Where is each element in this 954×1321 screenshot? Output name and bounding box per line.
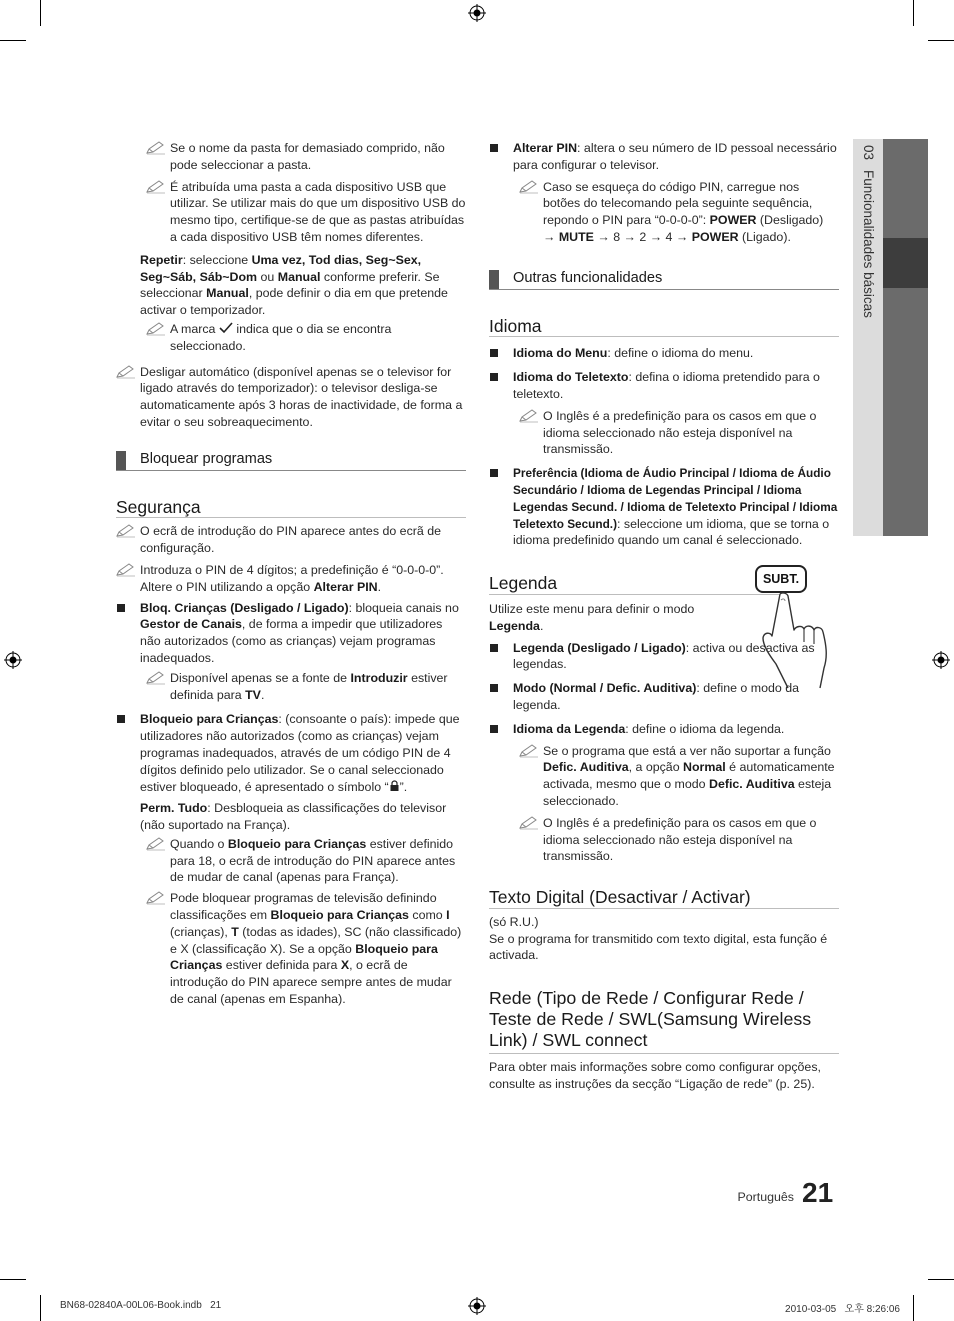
section-subheading: Bloquear programas	[116, 451, 466, 471]
note	[519, 179, 839, 246]
note	[146, 321, 466, 355]
bullet-square	[490, 144, 498, 152]
lock-icon	[389, 780, 400, 792]
note-pencil-icon	[116, 365, 136, 379]
crop-mark	[913, 1295, 914, 1321]
crop-mark	[928, 1279, 954, 1280]
note-text: O Inglês é a predefinição para os casos em que o idioma seleccionado não esteja disponível na transmissão.	[543, 815, 817, 864]
crop-mark	[40, 1295, 41, 1321]
note-text: Quando o Bloqueio para Crianças estiver definido para 18, o ecrã de introdução do PIN aparece antes de mudar de canal (apenas para França).	[170, 836, 456, 885]
subt-button-illustration	[755, 565, 807, 593]
crop-mark	[928, 40, 954, 41]
footer-language: Português	[737, 1190, 794, 1204]
note-pencil-icon	[519, 409, 539, 423]
section-subheading: Outras funcionalidades	[489, 270, 839, 290]
note-pencil-icon	[146, 671, 166, 685]
note	[146, 836, 466, 886]
left-column	[116, 140, 466, 1008]
note	[116, 562, 466, 596]
bullet-item	[489, 369, 839, 403]
bullet-text: Idioma do Menu: define o idioma do menu.	[513, 346, 754, 361]
texto-body: Se o programa for transmitido com texto digital, esta função é activada.	[489, 931, 828, 963]
crop-mark	[0, 40, 26, 41]
note	[519, 815, 839, 865]
note-pencil-icon	[146, 322, 166, 336]
note	[519, 743, 839, 810]
bullet-square	[490, 349, 498, 357]
note	[146, 670, 466, 704]
note-text: O Inglês é a predefinição para os casos em que o idioma seleccionado não esteja disponível na transmissão.	[543, 408, 817, 457]
chapter-number: 03	[861, 145, 876, 161]
texto-region-note: (só R.U.)	[489, 914, 539, 929]
checkmark-icon	[219, 322, 233, 334]
section-heading-legenda: Legenda	[489, 575, 779, 595]
bullet-text: Bloq. Crianças (Desligado / Ligado): bloqueia canais no Gestor de Canais, de forma a impedir que utilizadores não autorizados (como as crianças) vejam programas inadequados.	[140, 600, 459, 665]
perm-paragraph: Perm. Tudo: Desbloqueia as classificações do televisor (não suportado na França).	[140, 801, 447, 833]
note	[146, 140, 466, 174]
section-heading-idioma: Idioma	[489, 318, 839, 338]
bullet-item	[116, 711, 466, 795]
chapter-title: Funcionalidades básicas	[861, 170, 876, 318]
note-text: Caso se esqueça do código PIN, carregue nos botões do telecomando pela seguinte sequência, repondo o PIN para “0-0-0-0”: POWER (Desligado) → MUTE → 8 → 2 → 4 → POWER (Ligado).	[543, 179, 824, 244]
note-text: Disponível apenas se a fonte de Introduzir estiver definida para TV.	[170, 670, 448, 702]
bullet-text: Legenda (Desligado / Ligado): activa ou desactiva as legendas.	[513, 640, 815, 672]
note-text: Pode bloquear programas de televisão definindo classificações em Bloqueio para Crianças como I (crianças), T (todas as idades), SC (não classificado) e X (classificação X). Se a opção Bloqueio para Crianças estiver definida para X, o ecrã de introdução do PIN aparece sempre antes de mudar de canal (apenas em Espanha).	[170, 891, 462, 1007]
crop-mark	[0, 1279, 26, 1280]
registration-mark-icon	[4, 651, 22, 669]
legenda-intro: Utilize este menu para definir o modo Legenda.	[489, 601, 695, 633]
bullet-square	[490, 469, 498, 477]
bullet-item	[489, 345, 839, 362]
note-pencil-icon	[146, 891, 166, 905]
rede-body: Para obter mais informações sobre como configurar opções, consulte as instruções da secção “Ligação de rede” (p. 25).	[489, 1060, 821, 1092]
registration-mark-icon	[468, 4, 486, 22]
note-text: É atribuída uma pasta a cada dispositivo USB que utilizar. Se utilizar mais do que um dispositivo USB do mesmo tipo, certifique-se de que as pastas atribuídas a cada dispositivo USB têm nomes diferentes.	[170, 179, 466, 244]
bullet-text: Modo (Normal / Defic. Auditiva): define o modo da legenda.	[513, 681, 799, 712]
bullet-square	[490, 725, 498, 733]
note	[116, 364, 466, 431]
note-text: Se o programa que está a ver não suportar a função Defic. Auditiva, a opção Normal é automaticamente activada, mesmo que o modo Defic. Auditiva esteja seleccionado.	[543, 743, 835, 808]
section-heading-texto-digital: Texto Digital (Desactivar / Activar)	[489, 889, 839, 909]
bullet-text: Idioma da Legenda: define o idioma da legenda.	[513, 721, 785, 736]
note-text: O ecrã de introdução do PIN aparece antes do ecrã de configuração.	[140, 524, 442, 556]
note	[519, 408, 839, 458]
note-pencil-icon	[116, 524, 136, 538]
note-text: A marca indica que o dia se encontra seleccionado.	[170, 321, 392, 353]
subheading-bar	[489, 270, 499, 289]
note-pencil-icon	[146, 141, 166, 155]
bullet-square	[490, 373, 498, 381]
note	[146, 890, 466, 1008]
section-heading-rede: Rede (Tipo de Rede / Configurar Rede / Teste de Rede / SWL(Samsung Wireless Link) / SWL connect	[489, 988, 839, 1054]
note-pencil-icon	[519, 180, 539, 194]
print-timestamp: 2010-03-05 오후 8:26:06	[785, 1304, 900, 1315]
registration-mark-icon	[468, 1297, 486, 1315]
repetir-paragraph: Repetir: seleccione Uma vez, Tod dias, Seg~Sex, Seg~Sáb, Sáb~Dom ou Manual conforme preferir. Se seleccionar Manual, pode definir o dia em que pretende activar o temporizador.	[140, 252, 448, 318]
bullet-text: Preferência (Idioma de Áudio Principal / Idioma de Áudio Secundário / Idioma de Legendas Principal / Idioma Legendas Secund. / Idioma de Teletexto Principal / Idioma Teletexto Secund.): seleccione um idioma, que se torna o idioma predefinido quando um canal é seleccionado.	[513, 466, 838, 548]
note-pencil-icon	[116, 563, 136, 577]
note-pencil-icon	[146, 180, 166, 194]
file-info: BN68-02840A-00L06-Book.indb 21	[60, 1300, 222, 1311]
note-text: Se o nome da pasta for demasiado comprido, não pode seleccionar a pasta.	[170, 141, 445, 172]
bullet-item	[489, 140, 839, 174]
hand-pointer-icon	[760, 592, 832, 690]
bullet-square	[490, 644, 498, 652]
bullet-item	[116, 600, 466, 667]
subt-label: SUBT.	[762, 572, 800, 586]
note-pencil-icon	[519, 744, 539, 758]
section-heading-seguranca: Segurança	[116, 499, 466, 519]
bullet-square	[117, 715, 125, 723]
chapter-label	[861, 145, 875, 365]
note-pencil-icon	[146, 837, 166, 851]
note	[146, 179, 466, 246]
note-text: Desligar automático (disponível apenas se o televisor for ligado através do temporizador): o televisor desliga-se automaticamente após 3 horas de inactividade, de forma a evitar o seu sobreaquecimento.	[140, 364, 463, 429]
crop-mark	[40, 0, 41, 26]
note	[116, 523, 466, 557]
subheading-bar	[116, 451, 126, 470]
bullet-text: Alterar PIN: altera o seu número de ID pessoal necessário para configurar o televisor.	[513, 141, 837, 172]
bullet-text: Idioma do Teletexto: defina o idioma pretendido para o teletexto.	[513, 370, 820, 401]
bullet-square	[117, 604, 125, 612]
page-number: 21	[802, 1177, 834, 1208]
note-text: Introduza o PIN de 4 dígitos; a predefinição é “0-0-0-0”. Altere o PIN utilizando a opção Alterar PIN.	[140, 562, 444, 594]
registration-mark-icon	[932, 651, 950, 669]
bullet-item	[489, 721, 839, 738]
bullet-text: Bloqueio para Crianças: (consoante o país): impede que utilizadores não autorizados (como as crianças) vejam programas inadequados, através de um código PIN de 4 dígitos definido pelo utilizador. Se o canal seleccionado estiver bloqueado, é apresentado o símbolo “ ”.	[140, 712, 460, 794]
bullet-square	[490, 684, 498, 692]
note-pencil-icon	[519, 816, 539, 830]
chapter-tab-band	[883, 139, 928, 536]
bullet-item	[489, 465, 838, 549]
chapter-tab-highlight	[883, 238, 928, 288]
crop-mark	[913, 0, 914, 26]
